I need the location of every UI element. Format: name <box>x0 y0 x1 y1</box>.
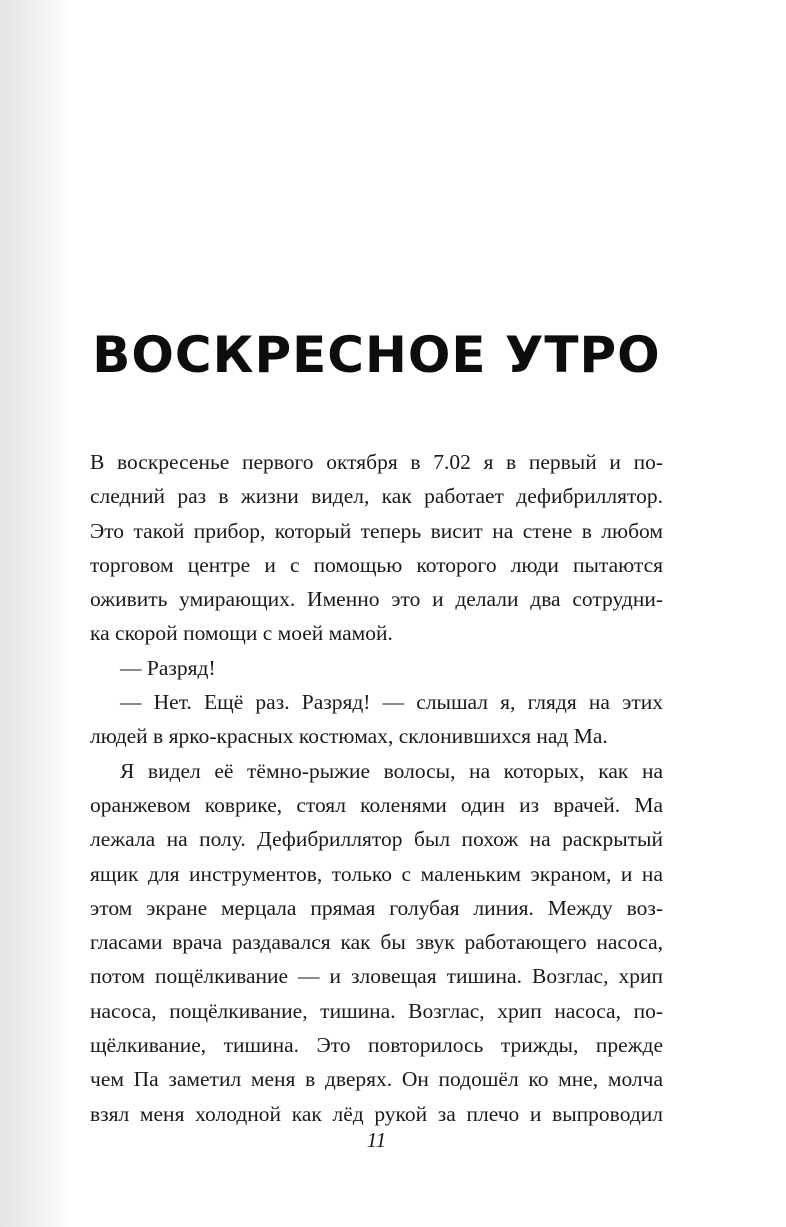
text-line: оживить умирающих. Именно это и делали два сотрудни- <box>90 587 663 612</box>
book-gutter-shadow <box>0 0 70 1227</box>
text-line: щёлкивание, тишина. Это повторилось трижды, прежде <box>90 1033 663 1058</box>
body-text <box>90 445 663 1131</box>
text-line: оранжевом коврике, стоял коленями один из врачей. Ма <box>90 792 663 817</box>
page-number: 11 <box>366 1128 387 1152</box>
text-line: Я видел её тёмно-рыжие волосы, на которых, как на <box>120 758 663 783</box>
text-line: лежала на полу. Дефибриллятор был похож на раскрытый <box>90 827 663 852</box>
text-line: — Нет. Ещё раз. Разряд! — слышал я, глядя на этих <box>120 690 663 715</box>
text-line: чем Па заметил меня в дверях. Он подошёл ко мне, молча <box>90 1067 663 1092</box>
text-line: Это такой прибор, который теперь висит на стене в любом <box>90 518 663 543</box>
text-line: насоса, пощёлкивание, тишина. Возглас, хрип насоса, по- <box>90 998 663 1023</box>
text-line: этом экране мерцала прямая голубая линия. Между воз- <box>90 895 663 920</box>
book-page <box>90 0 663 1227</box>
text-line: торговом центре и с помощью которого люди пытаются <box>90 552 663 577</box>
text-line: В воскресенье первого октября в 7.02 я в первый и по- <box>90 450 663 474</box>
text-line: ка скорой помощи с моей мамой. <box>90 621 393 646</box>
text-line: взял меня холодной как лёд рукой за плечо и выпроводил <box>90 1101 663 1126</box>
text-line: следний раз в жизни видел, как работает дефибриллятор. <box>90 484 663 509</box>
text-line: ящик для инструментов, только с маленьким экраном, и на <box>90 861 663 886</box>
chapter-title: ВОСКРЕСНОЕ УТРО <box>92 326 661 384</box>
text-line: гласами врача раздавался как бы звук работающего насоса, <box>90 930 663 955</box>
text-line: людей в ярко-красных костюмах, склонившихся над Ма. <box>90 724 608 749</box>
text-line: — Разряд! <box>120 655 216 680</box>
text-line: потом пощёлкивание — и зловещая тишина. Возглас, хрип <box>90 964 663 989</box>
